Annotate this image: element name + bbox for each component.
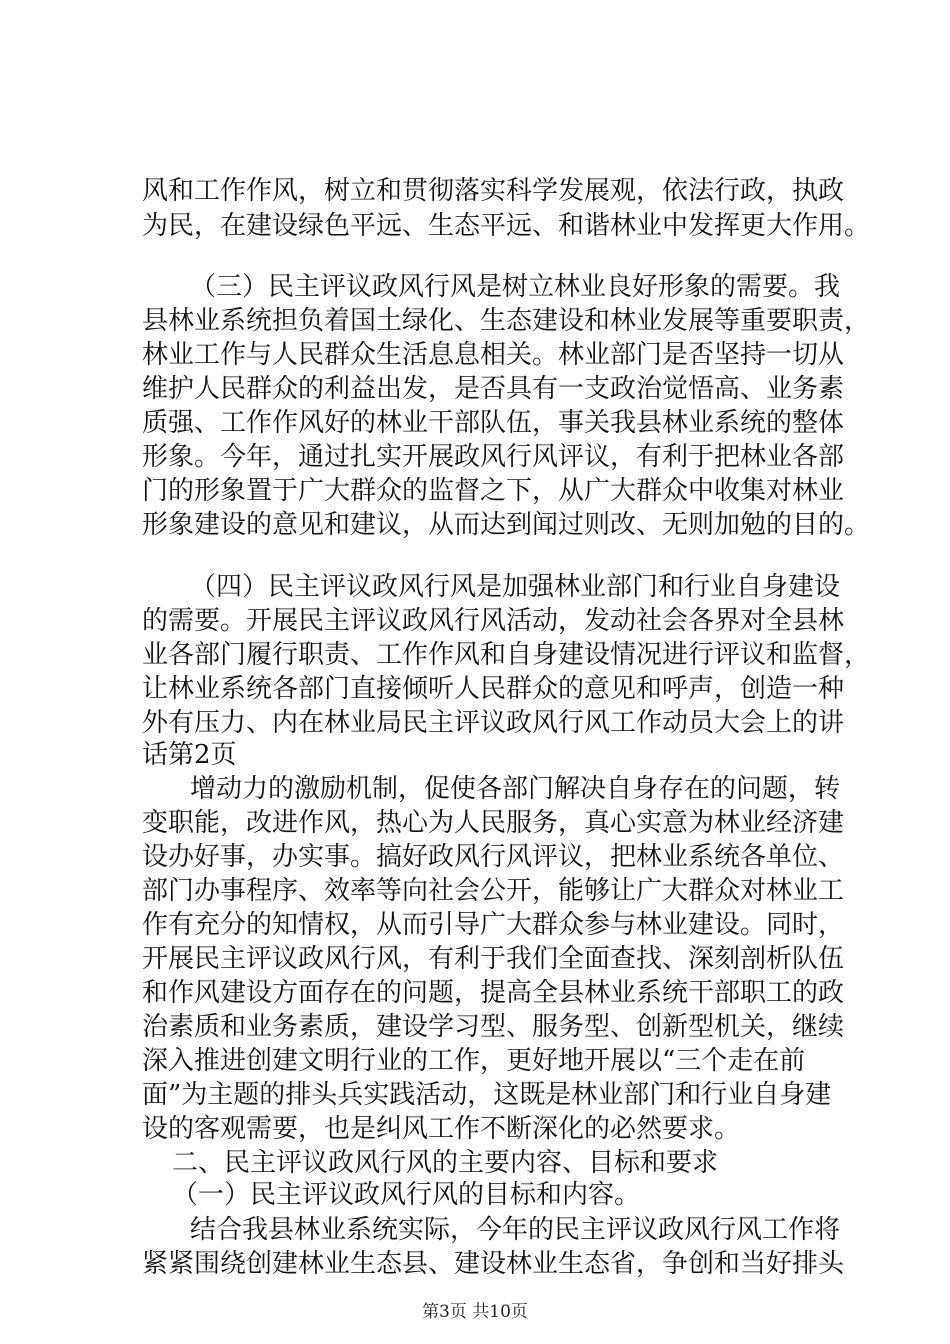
text-line: 业各部门履行职责、工作作风和自身建设情况进行评议和监督，: [142, 640, 871, 670]
text-line: 设办好事，办实事。搞好政风行风评议，把林业系统各单位、: [142, 842, 845, 872]
text-line: 形象建设的意见和建议，从而达到闻过则改、无则加勉的目的。: [142, 510, 871, 540]
text-line: 增动力的激励机制，促使各部门解决自身存在的问题，转: [190, 774, 841, 804]
text-line: 治素质和业务素质，建设学习型、服务型、创新型机关，继续: [142, 1012, 845, 1042]
text-line: 维护人民群众的利益出发，是否具有一支政治觉悟高、业务素: [142, 374, 845, 404]
paragraph-heading-4: （四）民主评议政风行风是加强林业部门和行业自身建设: [190, 572, 841, 602]
page-footer: 第3页 共10页: [422, 1302, 528, 1322]
text-line: 为民，在建设绿色平远、生态平远、和谐林业中发挥更大作用。: [142, 211, 871, 241]
text-line: 质强、工作作风好的林业干部队伍，事关我县林业系统的整体: [142, 408, 845, 438]
text-line: 让林业系统各部门直接倾听人民群众的意见和呼声，创造一种: [142, 674, 845, 704]
text-line: 作有充分的知情权，从而引导广大群众参与林业建设。同时，: [142, 910, 845, 940]
text-line: 面”为主题的排头兵实践活动，这既是林业部门和行业自身建: [142, 1080, 832, 1110]
text-line: 门的形象置于广大群众的监督之下，从广大群众中收集对林业: [142, 476, 845, 506]
text-line: 县林业系统担负着国土绿化、生态建设和林业发展等重要职责，: [142, 306, 871, 336]
text-line: 的需要。开展民主评议政风行风活动，发动社会各界对全县林: [142, 606, 845, 636]
text-line: 设的客观需要，也是纠风工作不断深化的必然要求。: [142, 1114, 741, 1144]
text-line: 外有压力、内在林业局民主评议政风行风工作动员大会上的讲: [142, 708, 845, 738]
text-line: 和作风建设方面存在的问题，提高全县林业系统干部职工的政: [142, 978, 845, 1008]
subsection-heading: （一）民主评议政风行风的目标和内容。: [172, 1180, 641, 1210]
text-line: 变职能，改进作风，热心为人民服务，真心实意为林业经济建: [142, 808, 845, 838]
text-line: 形象。今年，通过扎实开展政风行风评议，有利于把林业各部: [142, 442, 845, 472]
text-line: 风和工作作风，树立和贯彻落实科学发展观，依法行政，执政: [142, 176, 845, 206]
section-heading: 二、民主评议政风行风的主要内容、目标和要求: [172, 1148, 719, 1178]
text-line: 紧紧围绕创建林业生态县、建设林业生态省，争创和当好排头: [142, 1249, 845, 1279]
text-line: 开展民主评议政风行风，有利于我们全面查找、深刻剖析队伍: [142, 944, 845, 974]
text-line: 深入推进创建文明行业的工作，更好地开展以“三个走在前: [142, 1046, 806, 1076]
text-line: 林业工作与人民群众生活息息相关。林业部门是否坚持一切从: [142, 340, 845, 370]
text-line: 结合我县林业系统实际，今年的民主评议政风行风工作将: [190, 1215, 841, 1245]
text-line: 话第2页: [142, 740, 237, 770]
text-line: 部门办事程序、效率等向社会公开，能够让广大群众对林业工: [142, 876, 845, 906]
paragraph-heading-3: （三）民主评议政风行风是树立林业良好形象的需要。我: [190, 272, 841, 302]
